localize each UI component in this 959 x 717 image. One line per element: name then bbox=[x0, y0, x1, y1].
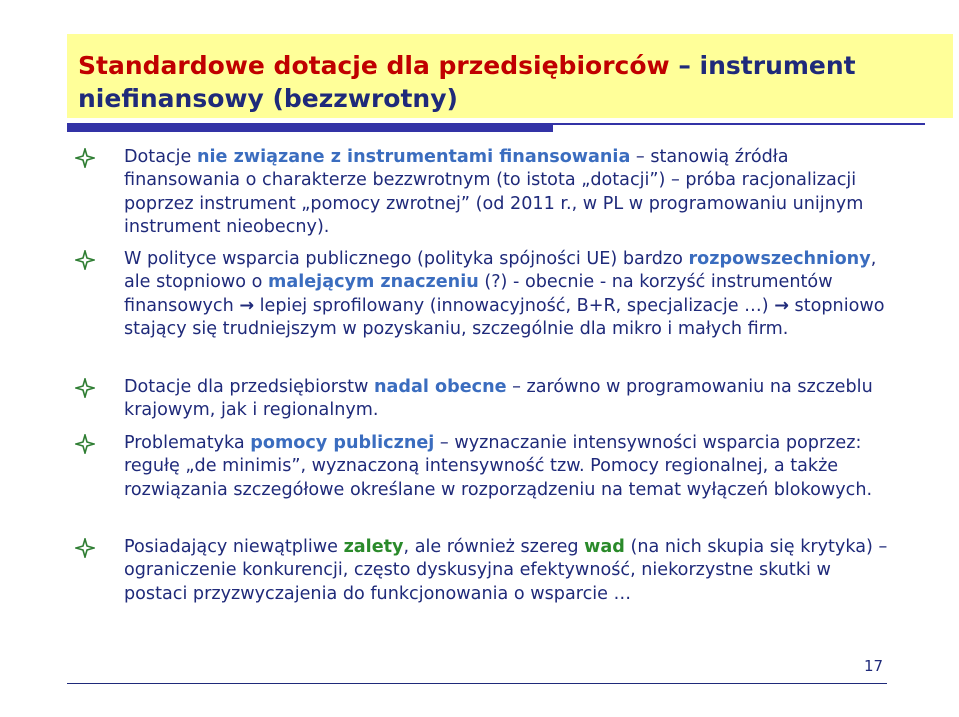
diamond-bullet-icon bbox=[75, 434, 95, 454]
title-underline-bar bbox=[67, 123, 553, 132]
page-number: 17 bbox=[864, 657, 884, 675]
keyword: wad bbox=[584, 537, 625, 557]
title-separator: – bbox=[669, 51, 700, 80]
bullet-text: Problematyka bbox=[124, 433, 251, 453]
bullet-text: , ale stopniowo o bbox=[124, 249, 877, 293]
bullet-text: , ale również szereg bbox=[403, 537, 585, 557]
bullet-text: – stanowią źródła finansowania o charakterze bezzwrotnym (to istota „dotacji”) – próba racjonalizacji poprzez instrument „pomocy zwrotnej” (od 2011 r., w PL w programowaniu unijnym instrument nieobecny). bbox=[124, 147, 864, 238]
diamond-bullet-icon bbox=[75, 250, 95, 270]
arrow-icon: → bbox=[239, 295, 255, 316]
diamond-bullet-icon bbox=[75, 378, 95, 398]
bullet-text: W polityce wsparcia publicznego (polityka spójności UE) bardzo bbox=[124, 249, 689, 269]
slide-title bbox=[78, 49, 948, 115]
title-underline-rule bbox=[553, 123, 925, 125]
bullet-text: (?) - obecnie - na korzyść instrumentów finansowych bbox=[124, 272, 833, 316]
keyword: nadal obecne bbox=[374, 377, 507, 397]
title-part-2: instrument niefinansowy (bezzwrotny) bbox=[78, 51, 856, 113]
keyword: pomocy publicznej bbox=[250, 433, 435, 453]
footer-rule bbox=[67, 683, 887, 684]
bullet-text: (na nich skupia się krytyka) – ograniczenie konkurencji, często dyskusyjna efektywność, niekorzystne skutki w postaci przyzwyczajenia do funkcjonowania o wsparcie … bbox=[124, 537, 888, 604]
diamond-bullet-icon bbox=[75, 538, 95, 558]
bullet-text: Posiadający niewątpliwe bbox=[124, 537, 344, 557]
bullet-item bbox=[124, 248, 899, 342]
bullet-item bbox=[124, 432, 899, 502]
keyword: rozpowszechniony bbox=[688, 249, 871, 269]
title-part-1: Standardowe dotacje dla przedsiębiorców bbox=[78, 51, 670, 80]
bullet-item bbox=[124, 376, 899, 423]
keyword: malejącym znaczeniu bbox=[268, 272, 479, 293]
keyword: nie związane z instrumentami finansowania bbox=[196, 147, 631, 167]
bullet-text: – wyznaczanie intensywności wsparcia poprzez: regułę „de minimis”, wyznaczoną intensywność tzw. Pomocy regionalnej, a także rozwiązania szczegółowe określane w rozporządzeniu na temat wyłączeń blokowych. bbox=[124, 433, 873, 500]
bullet-text: lepiej sprofilowany (innowacyjność, B+R, specjalizacje …) bbox=[254, 295, 775, 316]
bullet-item bbox=[124, 146, 899, 240]
bullet-text: Dotacje dla przedsiębiorstw bbox=[124, 377, 375, 397]
diamond-bullet-icon bbox=[75, 148, 95, 168]
bullet-text: stopniowo stający się trudniejszym w pozyskaniu, szczególnie dla mikro i małych firm. bbox=[124, 295, 885, 340]
bullet-text: Dotacje bbox=[124, 147, 197, 167]
bullet-text: – zarówno w programowaniu na szczeblu krajowym, jak i regionalnym. bbox=[124, 377, 873, 421]
arrow-icon: → bbox=[774, 295, 789, 316]
keyword: zalety bbox=[343, 537, 404, 557]
bullet-item bbox=[124, 536, 899, 606]
